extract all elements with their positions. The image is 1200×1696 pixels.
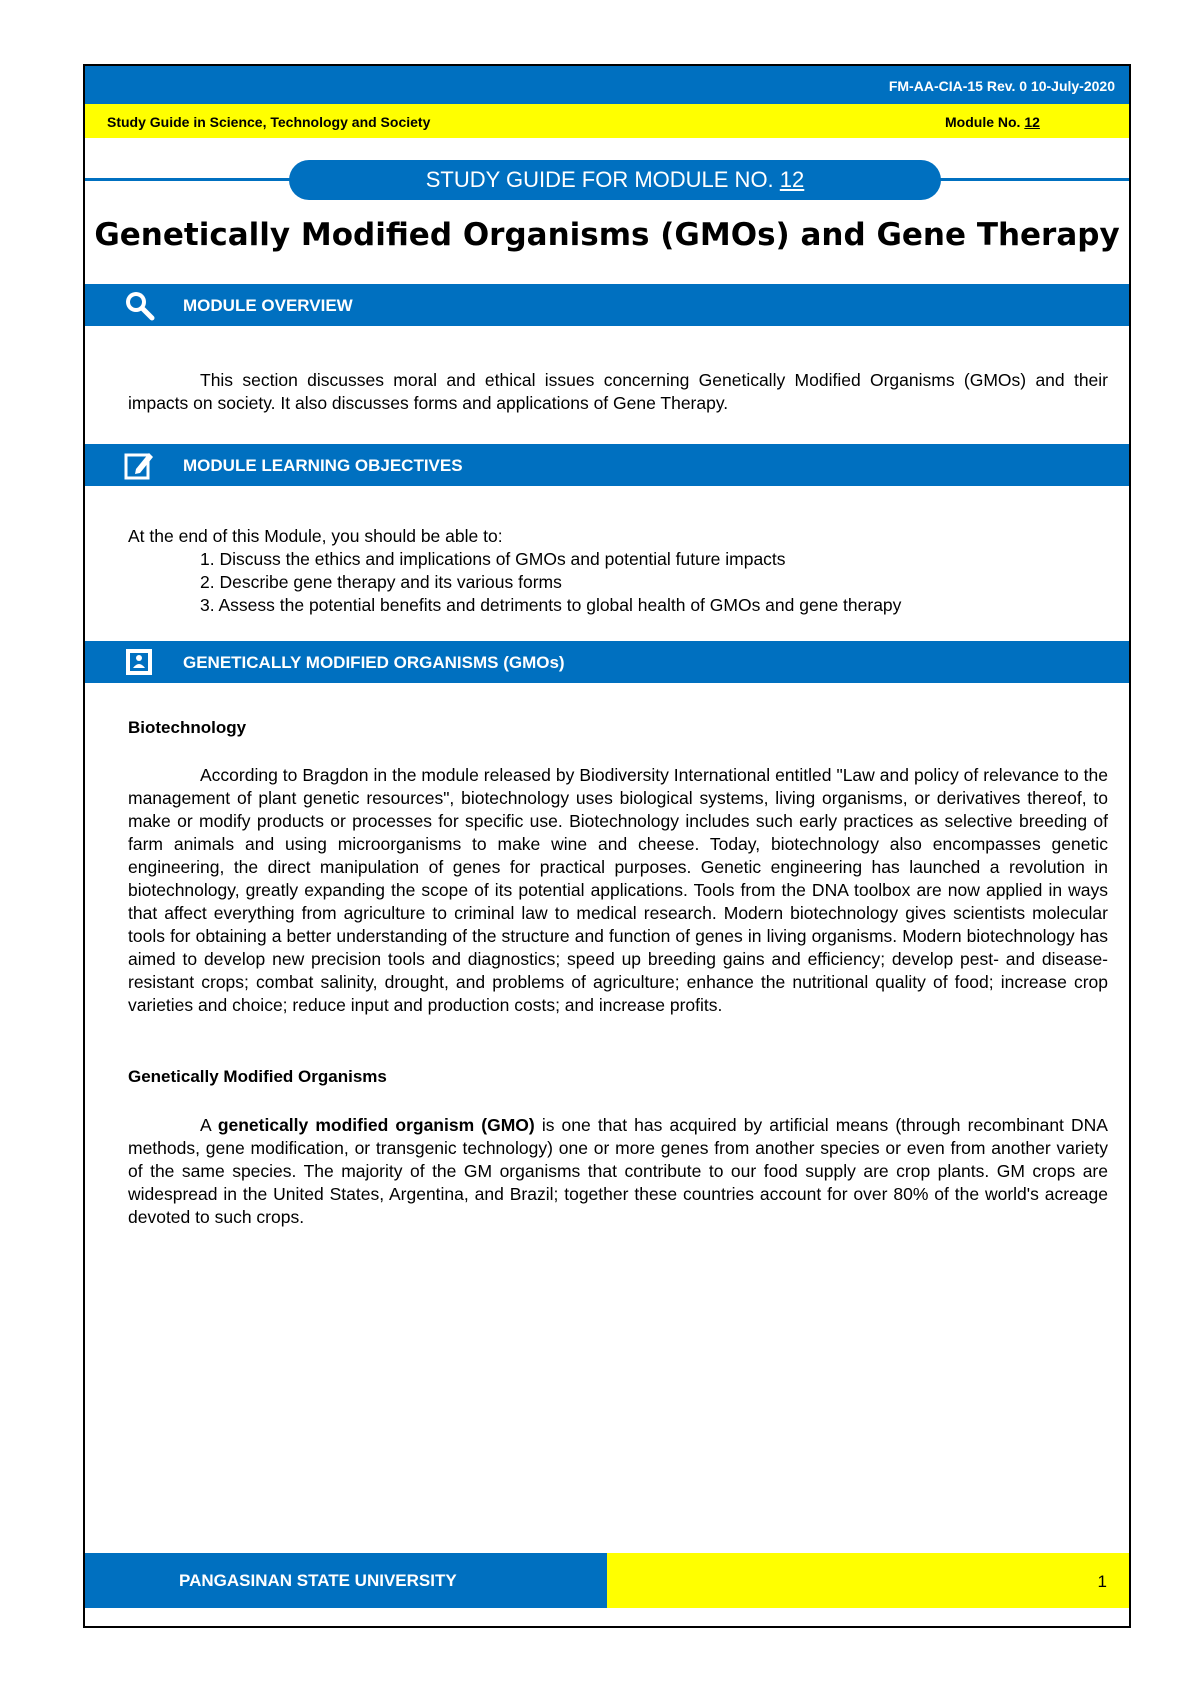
page-title: Genetically Modified Organisms (GMOs) and Gene Therapy <box>94 217 1120 253</box>
objectives-block <box>128 525 1108 617</box>
objective-item: 2. Describe gene therapy and its various forms <box>200 572 562 592</box>
university-name: PANGASINAN STATE UNIVERSITY <box>179 1571 457 1590</box>
objectives-intro: At the end of this Module, you should be able to: <box>128 526 503 546</box>
document-page <box>83 64 1131 1628</box>
page-number: 1 <box>1097 1572 1107 1591</box>
module-overview-label: MODULE OVERVIEW <box>183 296 353 315</box>
module-overview-bar <box>85 284 1129 326</box>
gmo-prefix: A <box>200 1115 218 1135</box>
biotechnology-heading: Biotechnology <box>128 718 247 737</box>
study-guide-banner <box>289 160 941 200</box>
gmo-section-bar <box>85 641 1129 683</box>
gmo-heading: Genetically Modified Organisms <box>128 1067 387 1086</box>
footer-university-bar <box>85 1553 607 1608</box>
learning-objectives-label: MODULE LEARNING OBJECTIVES <box>183 456 463 475</box>
gmo-text: is one that has acquired by artificial means (through recombinant DNA methods, gene modification, or transgenic technology) one or more genes from another species or even from another variety of the same species. The majority of the GM organisms that contribute to our food supply are crop plants. GM crops are widespread in the United States, Argentina, and Brazil; together these countries account for over 80% of the world's acreage devoted to such crops. <box>128 1115 1108 1227</box>
gmo-section-label: GENETICALLY MODIFIED ORGANISMS (GMOs) <box>183 653 565 672</box>
learning-objectives-bar <box>85 444 1129 486</box>
course-title: Study Guide in Science, Technology and Society <box>107 114 431 130</box>
study-guide-number: 12 <box>779 167 805 192</box>
gmo-definition <box>128 1114 1108 1229</box>
magnifier-icon <box>123 289 155 321</box>
module-number: 12 <box>1024 114 1040 130</box>
pencil-note-icon <box>123 449 155 481</box>
header-bar <box>85 66 1129 104</box>
objective-item: 1. Discuss the ethics and implications of GMOs and potential future impacts <box>200 549 786 569</box>
form-code: FM-AA-CIA-15 Rev. 0 10-July-2020 <box>888 78 1115 94</box>
biotechnology-text: According to Bragdon in the module released by Biodiversity International entitled "Law and policy of relevance to the management of plant genetic resources", biotechnology uses biological systems, living organisms, or derivatives thereof, to make or modify products or processes for specific use. Biotechnology includes such early practices as selective breeding of farm animals and using microorganisms to make wine and cheese. Today, biotechnology also encompasses genetic engineering, the direct manipulation of genes for practical purposes. Genetic engineering has launched a revolution in biotechnology, greatly expanding the scope of its potential applications. Tools from the DNA toolbox are now applied in ways that affect everything from agriculture to criminal law to medical research. Modern biotechnology gives scientists molecular tools for obtaining a better understanding of the structure and function of genes in living organisms. Modern biotechnology has aimed to develop new precision tools and diagnostics; speed up breeding gains and efficiency; develop pest- and disease-resistant crops; combat salinity, drought, and problems of agriculture; enhance the nutritional quality of food; increase crop varieties and choice; reduce input and production costs; and increase profits. <box>128 765 1108 1015</box>
objectives-list <box>128 548 1108 617</box>
module-number-label <box>945 114 1040 130</box>
overview-text: This section discusses moral and ethical issues concerning Genetically Modified Organisms (GMOs) and their impacts on society. It also discusses forms and applications of Gene Therapy. <box>128 370 1108 413</box>
course-bar <box>85 104 1129 138</box>
footer-page-bar <box>607 1553 1129 1608</box>
gmo-term: genetically modified organism (GMO) <box>217 1115 535 1135</box>
document-icon <box>123 646 155 678</box>
study-guide-label: STUDY GUIDE FOR MODULE NO. <box>425 167 774 192</box>
objective-item: 3. Assess the potential benefits and detriments to global health of GMOs and gene therapy <box>200 595 902 615</box>
module-label: Module No. <box>945 114 1021 130</box>
